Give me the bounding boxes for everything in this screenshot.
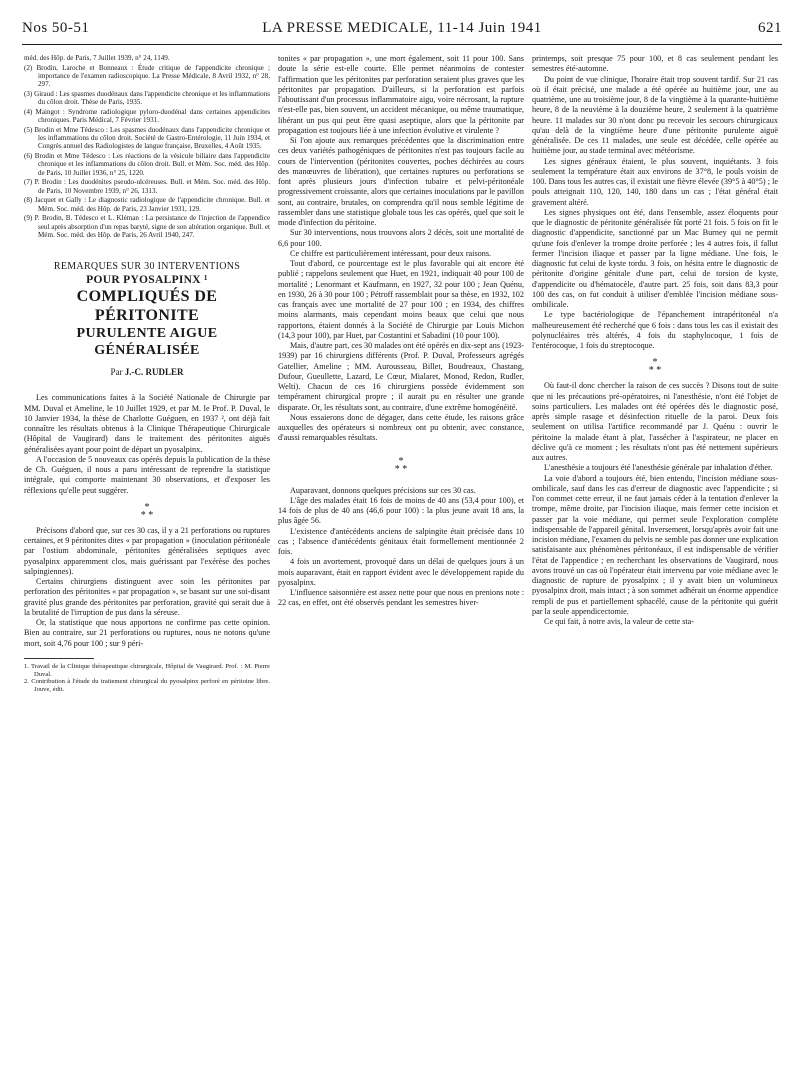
paragraph: Or, la statistique que nous apportons ne confirme pas cette opinion. Bien au contraire, sur 21 perforations ou ruptures, nous ne notons qu'une mort, soit 4,76 pour 100 ; sur 9 péri- (24, 618, 270, 648)
author-prefix: Par (110, 367, 125, 378)
reference-item: (4) Maingot : Syndrome radiologique pyloro-duodénal dans certaines appendicites chroniques. Paris Médical, 7 Février 1931. (24, 108, 270, 125)
section-separator (532, 359, 778, 375)
separator-stars-bottom: * * (140, 509, 154, 521)
paragraph: La voie d'abord a toujours été, bien entendu, l'incision médiane sous-ombilicale, sauf dans les cas d'erreur de diagnostic avec l'appendicite ; si l'on commet cette erreur, il ne faut jamais céder à la tentation d'enlever la trompe, même droite, par l'incision iliaque, mais fermer cette incision et passer par la voie médiane, qui permet seule l'exploration complète indispensable de l'appareil génital. Inversement, lorsqu'après avoir fait une incision médiane, l'examen du pelvis ne semble pas donner une explication satisfaisante aux phénomènes péritonéaux, il est indispensable de vérifier l'état de l'appendice ; en recherchant les observations de Vaugirard, nous avons trouvé un cas où l'opérateur était intervenu par voie médiane avec le diagnostic de rupture de pyosalpinx ; il y avait bien un volumineux pyosalpinx droit, mais intact ; à son sommet adhérait un énorme appendice rempli de pus et partiellement sphacélé, cause de la péritonite qui guérit par la seule appendicectomie. (532, 473, 778, 616)
paragraph: Ce chiffre est particulièrement intéressant, pour deux raisons. (290, 248, 492, 258)
paragraph: printemps, soit presque 75 pour 100, et 8 cas seulement pendant les semestres été-automne. (532, 54, 778, 74)
reference-item: (2) Brodin, Laroche et Bonneaux : Étude critique de l'appendicite chronique ; importance de l'examen radioscopique. La Presse Médicale, 8 Avril 1932, n° 28, 297. (24, 63, 270, 89)
paragraph: Mais, d'autre part, ces 30 malades ont été opérés en dix-sept ans (1923-1939) par 16 chirurgiens différents (Prof. P. Duval, Professeurs agrégés Gatellier, Ameline ; MM. Aurousseau, Billet, Boudreaux, Chastang, Dufour, Gueullette, Lazard, Le Cœur, Mialaret, Monod, Redon, Rudler, Welti). Chacun de ces 16 chirurgiens possède évidemment son tempérament chirurgical propre ; il aurait pu en résulter une grande disparate. Or, les résultats sont, au contraire, d'une extrême homogénéité. (278, 341, 524, 412)
article-author (24, 367, 270, 377)
separator-star-top: * (652, 357, 658, 369)
paragraph: Auparavant, donnons quelques précisions sur ces 30 cas. (290, 485, 476, 495)
paragraph: Si l'on ajoute aux remarques précédentes que la discrimination entre ces deux variétés pathogéniques de péritonites n'est pas toujours facile au cours de l'intervention (péritonites couvertes, poches déchirées au cours des manœuvres de libération), que certaines ruptures ou perforations se font après plusieurs jours d'infection tubaire et pelvi-péritonéale progressivement croissante, alors que certaines inoculations par le pavillon sont, au contraire, brutales, on comprendra qu'il nous semble légitime de rassembler dans une statistique globale tous les cas opérés, quel que soit le mode d'infection du péritoine. (278, 136, 524, 227)
reference-item: (5) Brodin et Mme Tédesco : Les spasmes duodénaux dans l'appendicite chronique et les inflammations du côlon droit. Société de Gastro-Entérologie, 11 Juin 1934, et Congrès annuel des Radiologistes de langue française, Bruxelles, 4 Août 1935. (24, 126, 270, 151)
paragraph: Où faut-il donc chercher la raison de ces succès ? Disons tout de suite que ni les précautions pré-opératoires, ni l'anesthésie, n'ont été l'objet de soins particuliers. Les malades ont été opérées dès le diagnostic posé, après simple rasage et désinfection rituelle de la paroi. Deux fois seulement on utilisa l'artifice recommandé par J. Quénu : ouvrir le péritoine la malade étant à plat, l'assécher à l'aspirateur, ne placer en déclive qu'à ce moment ; les résultats n'ont pas été nettement supérieurs aux autres. (532, 381, 778, 462)
separator-star-top: * (398, 455, 404, 467)
paragraph: Précisons d'abord que, sur ces 30 cas, il y a 21 perforations ou ruptures certaines, et 9 péritonites dites « par propagation » (inoculation péritonéale par l'ostium abdominale, péritonites généralisées septiques avec pyosalpinx apparemment clos, mais guérissant par l'exérèse des poches salpingiennes). (24, 525, 270, 576)
separator-stars-bottom: * * (394, 463, 408, 475)
paragraph: L'influence saisonnière est assez nette pour que nous en prenions note : 22 cas, en effet, ont été observés pendant les semestres hiver- (278, 588, 524, 608)
article-title-line-5: GÉNÉRALISÉE (94, 343, 200, 359)
journal-title: LA PRESSE MEDICALE, 11-14 Juin 1941 (262, 20, 542, 36)
paragraph: Tout d'abord, ce pourcentage est le plus favorable qui ait encore été publié ; rappelons seulement que Huet, en 1921, indiquait 40 pour 100 de mortalité ; Lenormant et Kaufmann, en 1927, 32 pour 100 ; Jean Quénu, en 1930, 26 à 30 pour 100 ; Pétroff rassemblait pour sa thèse, en 1932, 102 cas français avec une mortalité de 27 pour 100 ; en 1934, des chiffres moins alarmants, mais cependant moins beaux que celui que nous rapportons, étaient donnés à la Société de Chirurgie par Louis Michon (14,3 pour 100), par Huet, par Costantini et Sabadini (10 pour 100). (278, 259, 524, 340)
paragraph: Certains chirurgiens distinguent avec soin les péritonites par perforation des péritonites « par propagation », se basant sur une soi-disant gravité plus grande des péritonites par perforation, gravité qui serait due à la brutalité de l'irruption de pus dans la séreuse. (24, 577, 270, 617)
paragraph: Le type bactériologique de l'épanchement intrapéritonéal n'a malheureusement été recherché que 6 fois : dans tous les cas il existait des polynucléaires très altérés, 4 fois du staphylocoque, 1 fois de l'entérocoque, 1 fois du streptocoque. (532, 310, 778, 350)
paragraph: Du point de vue clinique, l'horaire était trop souvent tardif. Sur 21 cas où il était précisé, une malade a été opérée au huitième jour, une au quatrième, une au troisième jour, 8 de la vingtième à la quarante-huitième heure, 8 de la neuvième à la douzième heure, 2 seulement à la quatrième heure. 11 malades sur 30 n'ont donc pu recevoir les secours chirurgicaux qu'au delà de la vingtième heure d'une péritonite purulente aiguë généralisée. De ces 11 malades, une seule est décédée, celle opérée au huitième jour, au stade terminal avec météorisme. (532, 74, 778, 156)
paragraph: L'anesthésie a toujours été l'anesthésie générale par inhalation d'éther. (544, 463, 773, 473)
article-title-line-4: PURULENTE AIGUE (76, 326, 218, 342)
paragraph: L'âge des malades était 16 fois de moins de 40 ans (53,4 pour 100), et 14 fois de plus de 40 ans (46,6 pour 100) : la plus jeune avait 18 ans, la plus âgée 56. (278, 495, 524, 526)
article-title-block (24, 261, 270, 377)
paragraph: Les communications faites à la Société Nationale de Chirurgie par MM. Duval et Ameline, le 10 Juillet 1929, et par M. le Prof. P. Duval, le 10 Janvier 1934, la thèse de Charlotte Guéguen, en 1937 ², ont déjà fait connaître les résultats obtenus à la Clinique Thérapeutique Chirurgicale (Hôpital de Vaugirard) dans le traitement des péritonites aiguës généralisées ayant pour point de départ un pyosalpinx. (24, 393, 270, 454)
page-number: 621 (758, 20, 782, 36)
reference-item: (6) Brodin et Mme Tédesco : Les réactions de la vésicule biliaire dans l'appendicite chronique et les inflammations du côlon droit. Bull. et Mém. Soc. méd. des Hôp. de Paris, 10 Juillet 1936, n° 25, 1220. (24, 152, 270, 177)
reference-item: (8) Jacquet et Gally : Le diagnostic radiologique de l'appendicite chronique. Bull. et Mém. Soc. méd. des Hôp. de Paris, 23 Janvier 1931, 129. (24, 196, 270, 213)
reference-item: (3) Giraud : Les spasmes duodénaux dans l'appendicite chronique et les inflammations du côlon droit. Thèse de Paris, 1935. (24, 90, 270, 107)
issue-number: Nos 50-51 (22, 20, 90, 36)
paragraph: tonites « par propagation », une mort également, soit 11 pour 100. Sans doute la série est-elle courte. Elle permet néanmoins de contester l'affirmation que les péritonites par perforation seraient plus graves que les péritonites par propagation. D'ailleurs, si la perforation est parfois l'aboutissant d'un processus inflammatoire aigu, voire nécrosant, la rupture n'est-elle pas, bien souvent, un accident mécanique, ou même traumatique, libérant un pus qui peut être quasi aseptique, alors que la péritonite par propagation est toujours liée à une infection évolutive et virulente ? (278, 54, 524, 135)
column-1 (24, 54, 270, 694)
column-2 (278, 54, 524, 609)
separator-stars-bottom: * * (648, 365, 662, 377)
author-name: J.-C. RUDLER (124, 367, 184, 378)
reference-item: (9) P. Brodin, B. Tédesco et L. Kléman : La persistance de l'injection de l'appendice seul après absorption d'un repas baryté, signe de son altération organique. Bull. et Mém. Soc. méd. des Hôp. de Paris, 26 Avril 1940, 247. (24, 214, 270, 239)
paragraph: 4 fois un avortement, provoqué dans un délai de quelques jours à un mois auparavant, était en rapport évident avec le développement rapide du pyosalpinx. (278, 557, 524, 587)
footnote: 1. Travail de la Clinique thérapeutique chirurgicale, Hôpital de Vaugirard. Prof. : M. Pierre Duval. (24, 662, 270, 678)
paragraph: Ce qui fait, à notre avis, la valeur de cette sta- (544, 617, 695, 626)
page-header (22, 20, 782, 42)
paragraph: L'existence d'antécédents anciens de salpingite était précisée dans 10 cas ; l'absence d'antécédents génitaux était formellement mentionnée 2 fois. (278, 526, 524, 556)
section-separator (278, 455, 524, 475)
paragraph: Les signes physiques ont été, dans l'ensemble, assez éloquents pour que le diagnostic de péritonite généralisée fût porté 21 fois. 5 fois on fit le diagnostic d'appendicite, sanctionné par un Mac Burney qui ne permit qu'une fois d'enlever la trompe droite perforée ; les 4 autres fois, il fallut fermer l'incision iliaque et passer par la ligne médiane. Une fois, le diagnostic fut celui de kyste tordu. 3 fois, on hésita entre le diagnostic de péritonite d'origine génitale d'une part, celui de torsion de kyste, d'appendicite ou d'hématocèle, d'autre part. 25 fois, soit dans 83,3 pour 100 des cas, on fut conduit à utiliser d'emblée l'incision médiane sous-ombilicale. (532, 207, 778, 309)
reference-item: (7) P. Brodin : Les duodénites pseudo-ulcéreuses. Bull. et Mém. Soc. méd. des Hôp. de Paris, 10 Novembre 1939, n° 26, 1313. (24, 178, 270, 195)
paragraph: Sur 30 interventions, nous trouvons alors 2 décès, soit une mortalité de 6,6 pour 100. (278, 228, 524, 248)
paragraph: A l'occasion de 5 nouveaux cas opérés depuis la publication de la thèse de Ch. Guéguen, il nous a paru intéressant de reprendre la statistique intégrale, qui comporte maintenant 30 observations, et d'exposer les réflexions qu'elle peut suggérer. (24, 454, 270, 495)
article-title-line-3: COMPLIQUÉS DE PÉRITONITE (76, 288, 218, 325)
separator-star-top: * (144, 501, 150, 513)
paragraph: Nous essaierons donc de dégager, dans cette étude, les raisons grâce auxquelles des opérateurs si nombreux ont pu obtenir, avec constance, d'aussi remarquables résultats. (278, 412, 524, 443)
article-title-line-1: REMARQUES SUR 30 INTERVENTIONS (53, 261, 241, 273)
section-separator (24, 501, 270, 521)
column-3 (532, 54, 778, 627)
article-title-line-2: POUR PYOSALPINX ¹ (86, 274, 208, 287)
paragraph: Les signes généraux étaient, le plus souvent, inquiétants. 3 fois seulement la température était aux environs de 37°8, le pouls voisin de 100. Dans tous les autres cas, il existait une fièvre élevée (39°5 à 40°5) ; le pouls atteignait 110, 120, 140, 180 dans un cas ; l'état général était gravement altéré. (532, 156, 778, 207)
footnote-rule (24, 658, 94, 659)
footnote: 2. Contribution à l'étude du traitement chirurgical du pyosalpinx perforé en péritoine libre. Jouve, édit. (24, 678, 270, 694)
header-rule (22, 44, 782, 45)
reference-item: méd. des Hôp. de Paris, 7 Juillet 1939, n° 24, 1149. (24, 54, 170, 62)
